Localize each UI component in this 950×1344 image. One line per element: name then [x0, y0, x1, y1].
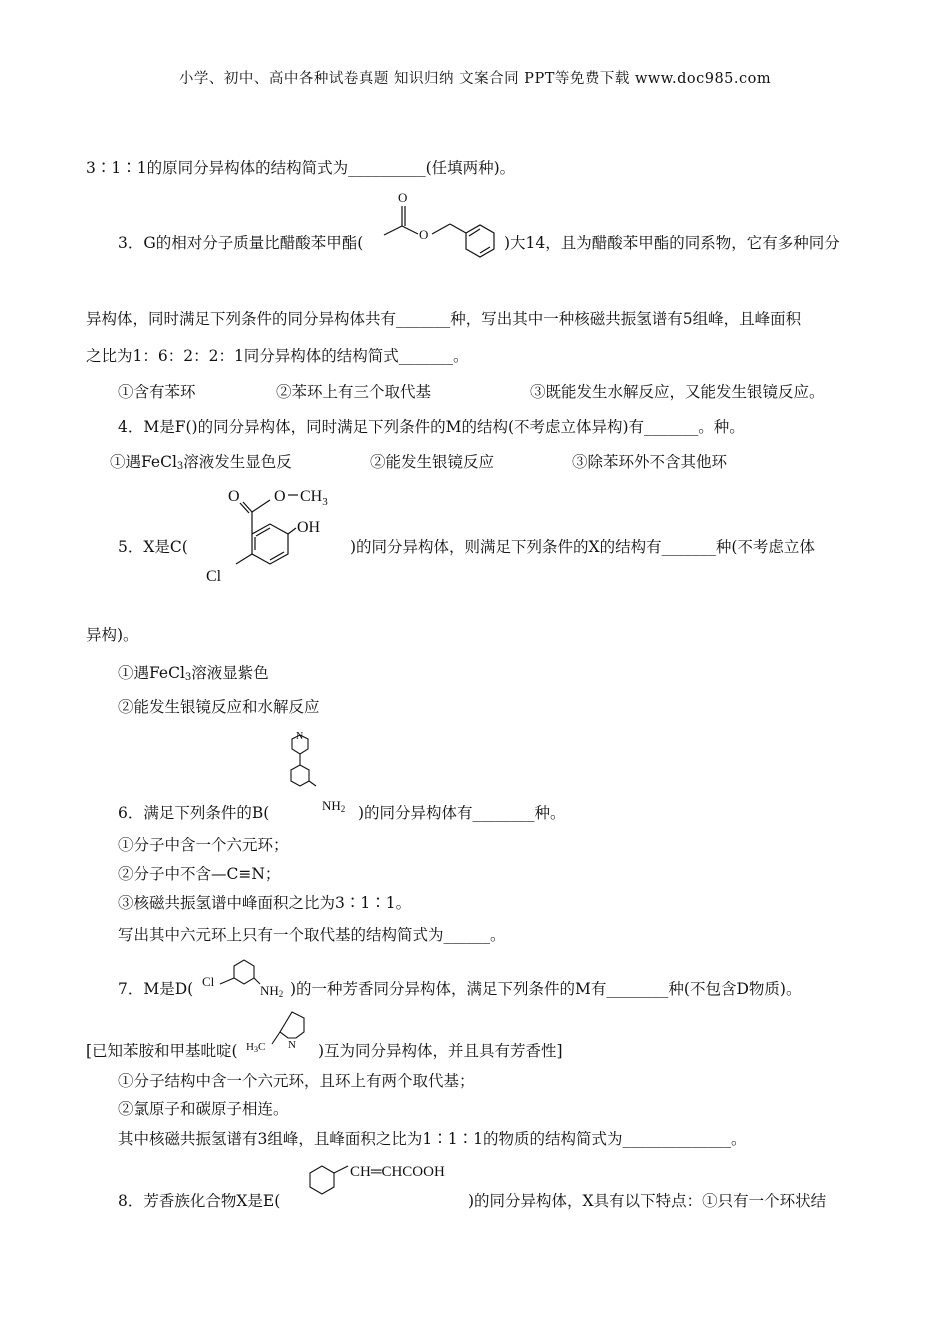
q6-text-a: 6．满足下列条件的B(	[118, 804, 270, 822]
q3-text-a: 3．G的相对分子质量比醋酸苯甲酯(	[118, 234, 364, 252]
q7-question: 其中核磁共振氢谱有3组峰，且峰面积之比为1∶1∶1的物质的结构简式为______________。	[118, 1130, 747, 1148]
c5-methyl: $CH_3$	[300, 488, 328, 508]
q6-cond-1: ①分子中含一个六元环；	[118, 836, 289, 854]
carbonyl-o-label: O	[398, 190, 408, 205]
q5-cond-2: ②能发生银镜反应和水解反应	[118, 698, 320, 716]
compound-d-structure	[198, 950, 290, 1000]
c5-ester-o: O	[274, 488, 286, 505]
c6-amino: NH2	[322, 798, 346, 814]
c5-hydroxyl: OH	[297, 519, 321, 536]
page-header: 小学、初中、高中各种试卷真题 知识归纳 文案合同 PPT等免费下载 www.doc985.com	[178, 71, 772, 87]
q7-text-a: 7．M是D(	[118, 980, 194, 998]
q4-text-a: 4．M是F()的同分异构体，同时满足下列条件的M的结构(不考虑立体异构)有_______。种。	[118, 418, 745, 436]
methylpyridine-n: N	[288, 1039, 296, 1051]
q5-text-b: )的同分异构体，则满足下列条件的X的结构有_______种(不考虑立体	[350, 538, 815, 556]
q7-text-b: )的一种芳香同分异构体，满足下列条件的M有________种(不包含D物质)。	[290, 980, 802, 998]
q6-question: 写出其中六元环上只有一个取代基的结构简式为______。	[118, 926, 506, 944]
c5-chloro: Cl	[206, 568, 222, 585]
q5-cond-1: ①遇FeCl$_3$溶液显紫色	[118, 664, 269, 683]
q7-cond-2: ②氯原子和碳原子相连。	[118, 1100, 289, 1118]
c7-amino: NH2	[260, 983, 284, 999]
q4-cond-1: ①遇FeCl$_3$溶液发生显色反	[110, 453, 292, 472]
q8-text-a: 8．芳香族化合物X是E(	[118, 1192, 281, 1210]
pyridine-n: N	[296, 731, 304, 742]
compound-c-structure	[198, 480, 348, 590]
q7-note-a: [已知苯胺和甲基吡啶(	[86, 1042, 238, 1060]
q7-cond-1: ①分子结构中含一个六元环，且环上有两个取代基；	[118, 1072, 475, 1090]
ester-o-label: O	[419, 227, 429, 242]
methyl-group: H3C	[246, 1041, 266, 1054]
q3-cond-2: ②苯环上有三个取代基	[276, 383, 432, 401]
line-q2-tail: 3∶1∶1的原同分异构体的结构简式为__________(任填两种)。	[86, 159, 516, 177]
c7-chloro: Cl	[202, 974, 215, 989]
q8-text-b: )的同分异构体，X具有以下特点：①只有一个环状结	[468, 1192, 827, 1210]
q6-text-b: )的同分异构体有________种。	[358, 804, 566, 822]
benzyl-acetate-structure	[380, 188, 504, 264]
q4-cond-2: ②能发生银镜反应	[370, 453, 495, 471]
q3-cond-1: ①含有苯环	[118, 383, 196, 401]
q3-text-c: 异构体，同时满足下列条件的同分异构体共有_______种，写出其中一种核磁共振氢谱有5组峰，且峰面积	[86, 310, 802, 328]
compound-e-structure	[300, 1158, 475, 1208]
cinnamic-chain: CH═CHCOOH	[350, 1164, 445, 1180]
q3-text-b: )大14，且为醋酸苯甲酯的同系物，它有多种同分	[504, 234, 840, 252]
q6-cond-2: ②分子中不含—C≡N；	[118, 865, 281, 883]
c5-carbonyl-o: O	[228, 488, 240, 505]
q3-cond-3: ③既能发生水解反应，又能发生银镜反应。	[530, 383, 825, 401]
q6-cond-3: ③核磁共振氢谱中峰面积之比为3∶1∶1。	[118, 894, 412, 912]
q5-text-c: 异构)。	[86, 626, 139, 644]
methylpyridine-structure	[246, 1004, 320, 1064]
compound-b-structure	[268, 725, 364, 821]
q7-note-b: )互为同分异构体，并且具有芳香性]	[318, 1042, 563, 1060]
q4-cond-3: ③除苯环外不含其他环	[572, 453, 728, 471]
q3-text-d: 之比为1：6：2：2：1同分异构体的结构简式_______。	[86, 347, 469, 365]
q5-text-a: 5．X是C(	[118, 538, 188, 556]
